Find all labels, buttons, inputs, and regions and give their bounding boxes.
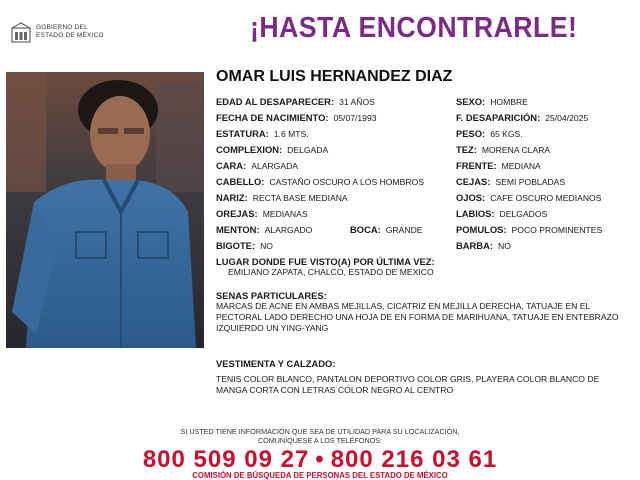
senas-label: SENAS PARTICULARES: [216, 290, 327, 301]
phone-separator: • [315, 446, 325, 473]
lugar-label: LUGAR DONDE FUE VISTO(A) POR ÚLTIMA VEZ: [216, 256, 435, 267]
field-boca: BOCA: GRANDE [350, 224, 423, 235]
field-ojos: OJOS: CAFE OSCURO MEDIANOS [456, 192, 602, 203]
senas-value: MARCAS DE ACNE EN AMBAS MEJILLAS, CICATRIZ EN MEJILLA DERECHA, TATUAJE EN EL PECTORAL LADO DERECHO UNA HOJA DE EN FORMA DE MARIHUANA, TATUAJE EN ENTEBRAZO IZQUIERDO UN YING-YANG [216, 301, 619, 333]
field-desaparicion: F. DESAPARICIÓN: 25/04/2025 [456, 112, 589, 123]
field-edad: EDAD AL DESAPARECER: 31 AÑOS [216, 96, 375, 107]
field-pomulos: POMULOS: POCO PROMINENTES [456, 224, 603, 235]
field-cara: CARA: ALARGADA [216, 160, 299, 171]
person-photo-icon [6, 72, 204, 348]
field-complexion: COMPLEXION: DELGADA [216, 144, 329, 155]
field-menton: MENTON: ALARGADO [216, 224, 313, 235]
comision-name: COMISIÓN DE BÚSQUEDA DE PERSONAS DEL ESTADO DE MÉXICO [192, 471, 448, 480]
field-cejas: CEJAS: SEMI POBLADAS [456, 176, 566, 187]
state-seal-icon [10, 22, 32, 44]
phone-1[interactable]: 800 509 09 27 [142, 446, 310, 473]
field-barba: BARBA: NO [456, 240, 511, 251]
phone-numbers [0, 446, 640, 474]
field-labios: LABIOS: DELGADOS [456, 208, 548, 219]
lugar-value: EMILIANO ZAPATA, CHALCO, ESTADO DE MEXICO [228, 267, 434, 277]
field-nacimiento: FECHA DE NACIMIENTO: 05/07/1993 [216, 112, 377, 123]
field-orejas: OREJAS: MEDIANAS [216, 208, 308, 219]
field-bigote: BIGOTE: NO [216, 240, 273, 251]
phone-2[interactable]: 800 216 03 61 [330, 446, 498, 473]
field-nariz: NARIZ: RECTA BASE MEDIANA [216, 192, 348, 203]
vestimenta-label: VESTIMENTA Y CALZADO: [216, 358, 336, 369]
field-estatura: ESTATURA: 1.6 MTS. [216, 128, 309, 139]
person-photo [6, 72, 204, 348]
field-sexo: SEXO: HOMBRE [456, 96, 528, 107]
banner-title: ¡HASTA ENCONTRARLE! [250, 12, 578, 44]
field-tez: TEZ: MORENA CLARA [456, 144, 551, 155]
field-peso: PESO: 65 KGS. [456, 128, 523, 139]
field-cabello: CABELLO: CASTAÑO OSCURO A LOS HOMBROS [216, 176, 424, 187]
vestimenta-value: TENIS COLOR BLANCO, PANTALON DEPORTIVO COLOR GRIS, PLAYERA COLOR BLANCO DE MANGA CORTA CON LETRAS COLOR NEGRO AL CENTRO [216, 374, 600, 395]
government-name: GOBIERNO DEL ESTADO DE MÉXICO [36, 24, 104, 39]
person-name: OMAR LUIS HERNANDEZ DIAZ [216, 68, 453, 85]
field-frente: FRENTE: MEDIANA [456, 160, 541, 171]
info-line-1: SI USTED TIENE INFORMACIÓN QUE SEA DE UTILIDAD PARA SU LOCALIZACIÓN, [180, 427, 460, 436]
government-logo [10, 20, 120, 46]
info-line-2: COMUNÍQUESE A LOS TELÉFONOS: [257, 436, 383, 445]
